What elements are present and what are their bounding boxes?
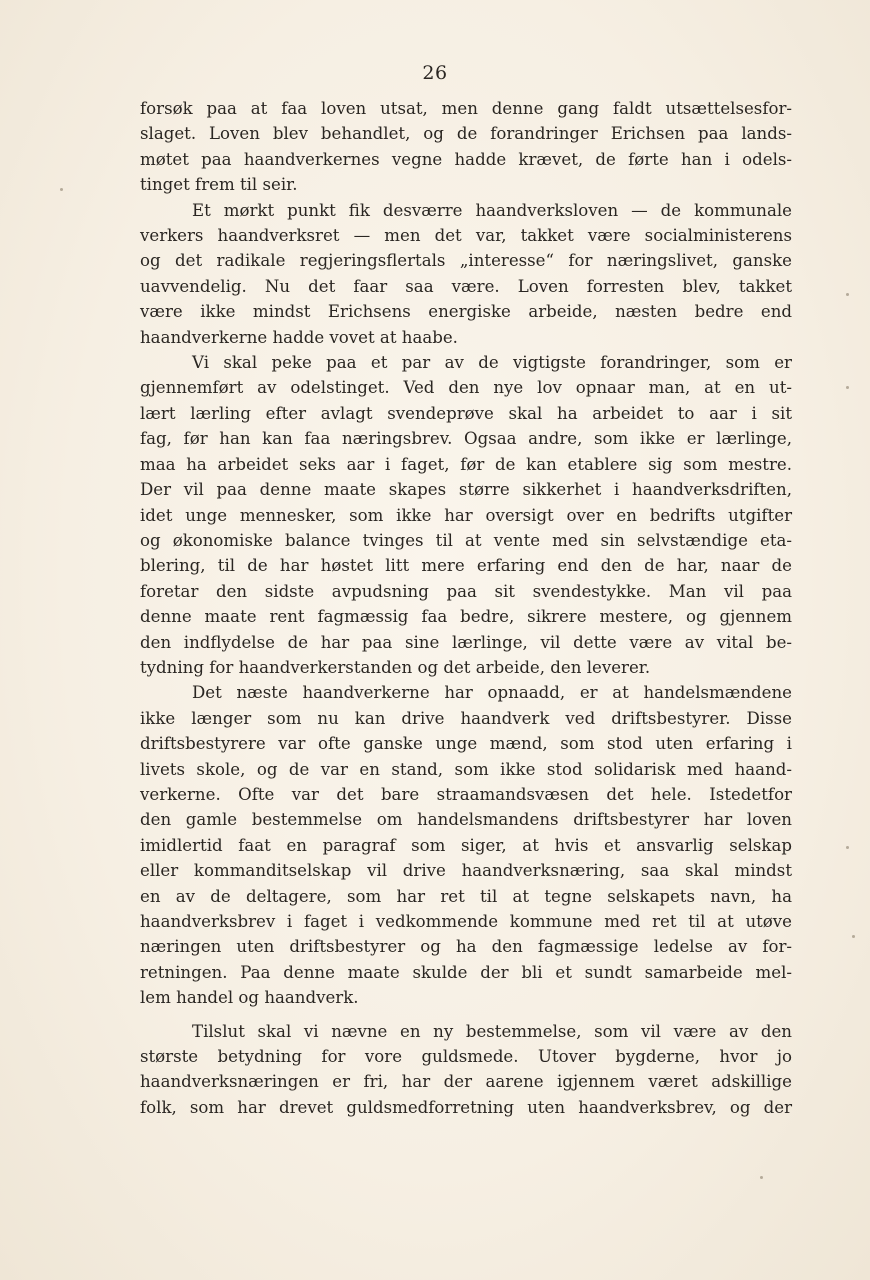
paper-speck — [846, 293, 849, 296]
text-line: Der vil paa denne maate skapes større sikkerhet i haandverksdriften, — [140, 480, 792, 500]
text-line: tinget frem til seir. — [140, 175, 298, 195]
paragraph-4 — [140, 680, 792, 1010]
text-line: lem handel og haandverk. — [140, 988, 359, 1008]
text-line: Vi skal peke paa et par av de vigtigste forandringer, som er — [192, 353, 792, 373]
text-line: uavvendelig. Nu det faar saa være. Loven forresten blev, takket — [140, 276, 792, 296]
text-line: idet unge mennesker, som ikke har oversigt over en bedrifts utgifter — [140, 505, 792, 525]
text-line: livets skole, og de var en stand, som ikke stod solidarisk med haand- — [140, 759, 792, 779]
page-number: 26 — [422, 62, 448, 84]
text-line: lært lærling efter avlagt svendeprøve skal ha arbeidet to aar i sit — [140, 403, 792, 423]
text-line: næringen uten driftsbestyrer og ha den fagmæssige ledelse av for- — [140, 937, 792, 957]
text-line: tydning for haandverkerstanden og det arbeide, den leverer. — [140, 657, 651, 677]
text-line: største betydning for vore guldsmede. Utover bygderne, hvor jo — [140, 1047, 792, 1067]
text-line: fag, før han kan faa næringsbrev. Ogsaa andre, som ikke er lærlinge, — [140, 429, 792, 449]
text-line: haandverkerne hadde vovet at haabe. — [140, 327, 458, 347]
text-line: og økonomiske balance tvinges til at vente med sin selvstændige eta- — [140, 530, 792, 550]
paragraph-5 — [140, 1019, 792, 1121]
text-line: slaget. Loven blev behandlet, og de forandringer Erichsen paa lands- — [140, 124, 792, 144]
text-line: maa ha arbeidet seks aar i faget, før de kan etablere sig som mestre. — [140, 454, 792, 474]
paragraph-3 — [140, 350, 792, 680]
text-line: foretar den sidste avpudsning paa sit svendestykke. Man vil paa — [140, 581, 792, 601]
text-line: den indflydelse de har paa sine lærlinge, vil dette være av vital be- — [140, 632, 792, 652]
text-line: verkerne. Ofte var det bare straamandsvæsen det hele. Istedetfor — [140, 784, 792, 804]
text-line: denne maate rent fagmæssig faa bedre, sikrere mestere, og gjennem — [140, 607, 792, 627]
text-line: og det radikale regjeringsflertals „interesse“ for næringslivet, ganske — [140, 251, 792, 271]
text-line: gjennemført av odelstinget. Ved den nye lov opnaar man, at en ut- — [140, 378, 792, 398]
paper-speck — [760, 1176, 763, 1179]
text-line: Tilslut skal vi nævne en ny bestemmelse, som vil være av den — [192, 1021, 792, 1041]
text-line: en av de deltagere, som har ret til at tegne selskapets navn, ha — [140, 886, 792, 906]
text-line: Et mørkt punkt fik desværre haandverksloven — de kommunale — [192, 200, 792, 220]
text-line: eller kommanditselskap vil drive haandverksnæring, saa skal mindst — [140, 861, 792, 881]
text-line: driftsbestyrere var ofte ganske unge mænd, som stod uten erfaring i — [140, 734, 792, 754]
text-line: være ikke mindst Erichsens energiske arbeide, næsten bedre end — [140, 302, 792, 322]
paper-speck — [846, 386, 849, 389]
text-line: Det næste haandverkerne har opnaadd, er at handelsmændene — [192, 683, 792, 703]
text-line: ikke længer som nu kan drive haandverk ved driftsbestyrer. Disse — [140, 708, 792, 728]
text-line: folk, som har drevet guldsmedforretning uten haandverksbrev, og der — [140, 1097, 792, 1117]
text-line: møtet paa haandverkernes vegne hadde krævet, de førte han i odels- — [140, 149, 792, 169]
paragraph-1 — [140, 96, 792, 198]
body-text — [140, 96, 792, 1120]
paper-speck — [846, 846, 849, 849]
text-line: retningen. Paa denne maate skulde der bli et sundt samarbeide mel- — [140, 962, 792, 982]
paragraph-2 — [140, 198, 792, 350]
text-line: haandverksbrev i faget i vedkommende kommune med ret til at utøve — [140, 912, 792, 931]
text-line: haandverksnæringen er fri, har der aarene igjennem været adskillige — [140, 1072, 792, 1092]
text-line: forsøk paa at faa loven utsat, men denne gang faldt utsættelsesfor- — [140, 99, 792, 118]
paper-speck — [60, 188, 63, 191]
text-line: imidlertid faat en paragraf som siger, at hvis et ansvarlig selskap — [140, 835, 792, 855]
paper-speck — [852, 935, 855, 938]
text-line: verkers haandverksret — men det var, takket være socialministerens — [140, 226, 792, 246]
text-line: den gamle bestemmelse om handelsmandens driftsbestyrer har loven — [140, 810, 792, 830]
text-line: blering, til de har høstet litt mere erfaring end den de har, naar de — [140, 556, 792, 576]
